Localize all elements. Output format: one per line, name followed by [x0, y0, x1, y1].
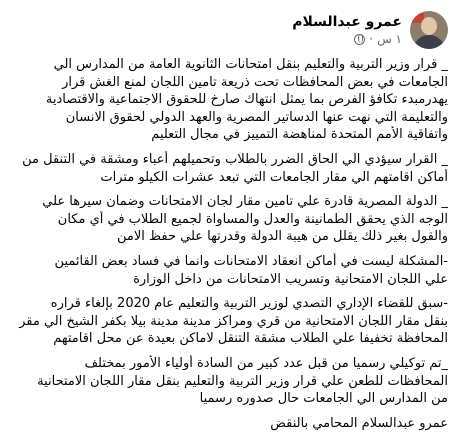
post-line: -المشكلة ليست في أماكن انعقاد الامتحانات وانما في فساد بعض القائمين [54, 253, 448, 269]
post-line: المحافظات للطعن علي قرار وزير التربية والتعليم بنقل مقار اللجان الامتحانية [37, 373, 448, 389]
post-paragraph [8, 295, 448, 348]
author-name[interactable]: عمرو عبدالسلام [292, 14, 402, 30]
post-line: والتعليمة التي نهت عنها الدساتير المصرية والعهد الدولي لحقوق الانسان [65, 109, 448, 125]
post-body [8, 56, 448, 432]
post-paragraph [8, 193, 448, 246]
post-line: _ الدولة المصرية قادرة علي تامين مقار لجان الامتحانات وضمان سيرها علي [42, 194, 448, 210]
post-line: والقول بغير ذلك يقلل من هيبة الدولة وقدرتها علي حفظ الامن [117, 229, 448, 245]
post-line: _ القرار سيؤدي الي الحاق الضرر بالطلاب وتحميلهم أعباء ومشقة في التنقل من [22, 151, 448, 167]
post-line: يهدرمبدء تكافؤ الفرص بما يمثل انتهاك صارخ للحقوق الاجتماعية والاقتصادية [45, 92, 448, 108]
post-meta [292, 31, 402, 47]
post-line: -سبق للقضاء الإداري التصدي لوزير التربية والتعليم عام 2020 بإلغاء قراره [50, 296, 448, 312]
avatar-face-shape [421, 17, 437, 35]
post-line: من المدارس الي الجامعات حال صدوره رسميا [199, 391, 448, 407]
post-signature: عمرو عبدالسلام المحامي بالنقض [270, 415, 448, 431]
post-line: واتفاقية الأمم المتحدة لمناهضة التمييز في مجال التعليم [151, 127, 448, 143]
post-paragraph [8, 56, 448, 144]
post-time[interactable]: ١ س [377, 32, 402, 46]
post-line: بنقل مقار اللجان الامتحانية من قري ومراكز مدينة مدينة بيلا بكفر الشيخ الي مقر [19, 313, 448, 329]
meta-separator: · [369, 32, 374, 46]
post-line: _تم توكيلي رسميا من قبل عدد كبير من السادة أولياء الأمور بمختلف [84, 355, 448, 371]
globe-icon[interactable] [354, 34, 365, 45]
post-paragraph [8, 151, 448, 186]
post-line: الوجه الذي يحقق الطمانينة والعدل والمساواة لجميع الطلاب في أي مكان [57, 211, 448, 227]
avatar-suit-shape [413, 35, 445, 49]
post-line: _ قرار وزير التربية والتعليم بنقل امتحانات الثانوية العامة من المدارس الي [53, 57, 448, 72]
post-paragraph [8, 253, 448, 288]
post-line: المحافظة تخفيفا علي الطلاب مشقة التنقل لاماكن بعيدة عن محل اقامتهم [53, 331, 448, 347]
post-header [8, 0, 448, 56]
post-line: الجامعات في بعض المحافظات تحت ذريعة تامين اللجان لمنع الغش قرار [62, 74, 448, 90]
post-author-block [292, 13, 402, 47]
post-line: علي اللجان الامتحانية وتسريب الامتحانات من داخل الوزارة [133, 271, 448, 287]
post-line: أماكن اقامتهم الي مقار الجامعات التي تبعد عشرات الكيلو مترات [100, 169, 448, 185]
post-paragraph [8, 355, 448, 408]
author-avatar[interactable] [410, 11, 448, 49]
